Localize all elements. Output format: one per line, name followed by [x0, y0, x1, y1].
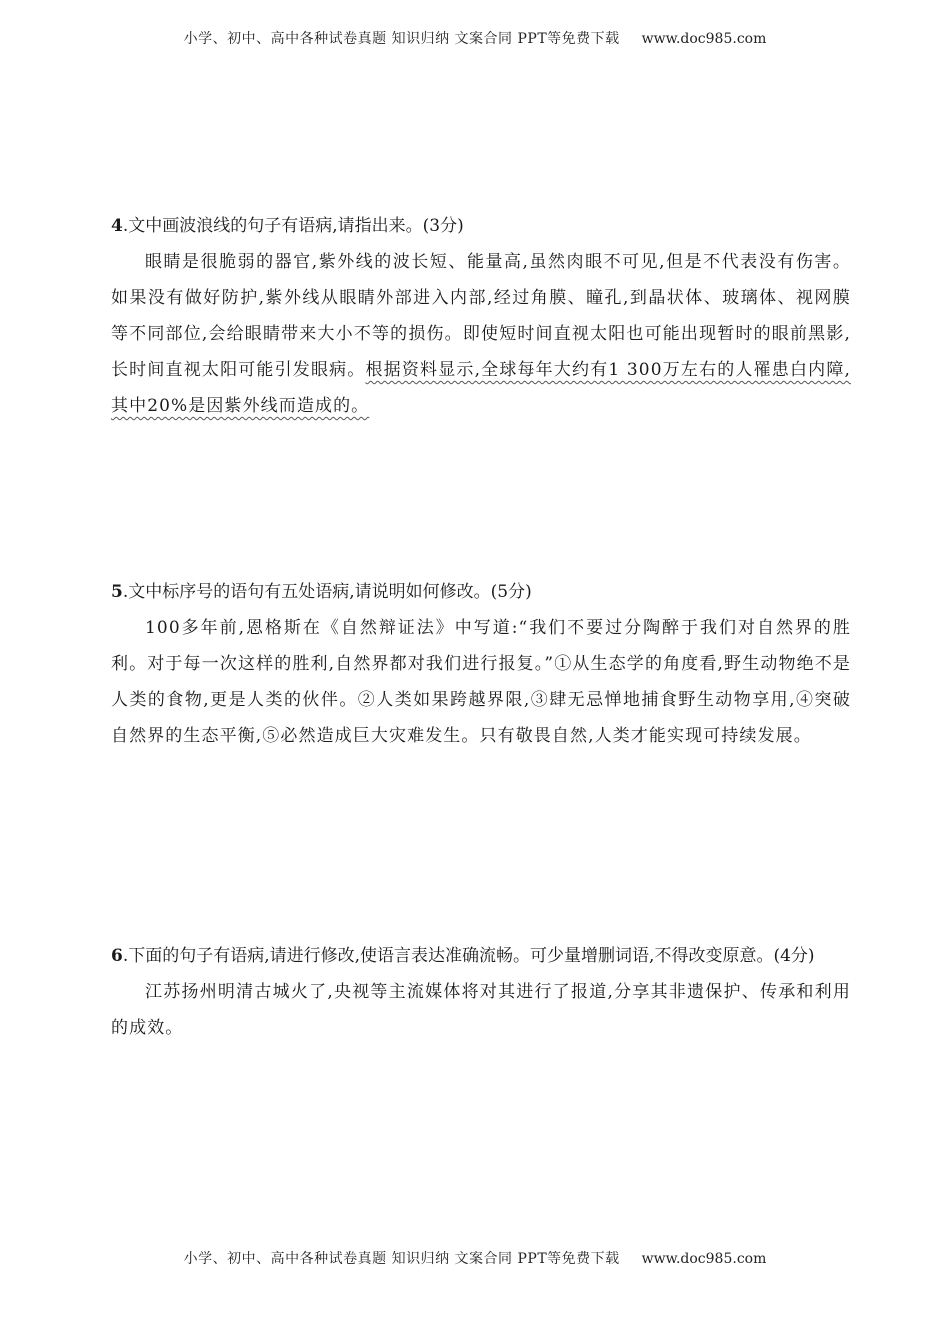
header-url[interactable]: www.doc985.com	[641, 31, 767, 47]
question-5-number: 5	[111, 582, 123, 602]
question-4-prompt: .文中画波浪线的句子有语病,请指出来。(3分)	[122, 216, 464, 236]
question-6-prompt: .下面的句子有语病,请进行修改,使语言表达准确流畅。可少量增删词语,不得改变原意。(4分)	[122, 946, 815, 966]
footer-url[interactable]: www.doc985.com	[641, 1251, 767, 1267]
question-5-passage: 100多年前,恩格斯在《自然辩证法》中写道:“我们不要过分陶醉于我们对自然界的胜利。对于每一次这样的胜利,自然界都对我们进行报复。”①从生态学的角度看,野生动物绝不是人类的食物,更是人类的伙伴。②人类如果跨越界限,③肆无忌惮地捕食野生动物享用,④突破自然界的生态平衡,⑤必然造成巨大灾难发生。只有敬畏自然,人类才能实现可持续发展。	[111, 618, 851, 746]
question-4-wavy-sentence: 根据资料显示,全球每年大约有1 300万左右的人罹患白内障,其中20%是因紫外线而造成的。	[111, 360, 851, 416]
question-6-passage: 江苏扬州明清古城火了,央视等主流媒体将对其进行了报道,分享其非遗保护、传承和利用的成效。	[111, 982, 851, 1038]
question-4	[111, 208, 851, 424]
question-6-number: 6	[111, 946, 123, 966]
question-5-title	[111, 574, 851, 610]
question-6-title	[111, 938, 851, 974]
question-4-title	[111, 208, 851, 244]
footer-text: 小学、初中、高中各种试卷真题 知识归纳 文案合同 PPT等免费下载	[183, 1251, 620, 1267]
page-footer	[0, 1248, 950, 1268]
header-text: 小学、初中、高中各种试卷真题 知识归纳 文案合同 PPT等免费下载	[183, 31, 620, 47]
question-5-prompt: .文中标序号的语句有五处语病,请说明如何修改。(5分)	[122, 582, 532, 602]
question-4-passage-text: 眼睛是很脆弱的器官,紫外线的波长短、能量高,虽然肉眼不可见,但是不代表没有伤害。如果没有做好防护,紫外线从眼睛外部进入内部,经过角膜、瞳孔,到晶状体、玻璃体、视网膜等不同部位,会给眼睛带来大小不等的损伤。即使短时间直视太阳也可能出现暂时的眼前黑影,长时间直视太阳可能引发眼病。	[111, 252, 851, 380]
page-header	[0, 28, 950, 48]
question-4-number: 4	[111, 216, 123, 236]
question-4-passage	[111, 244, 851, 424]
question-6	[111, 938, 851, 1046]
question-5	[111, 574, 851, 754]
